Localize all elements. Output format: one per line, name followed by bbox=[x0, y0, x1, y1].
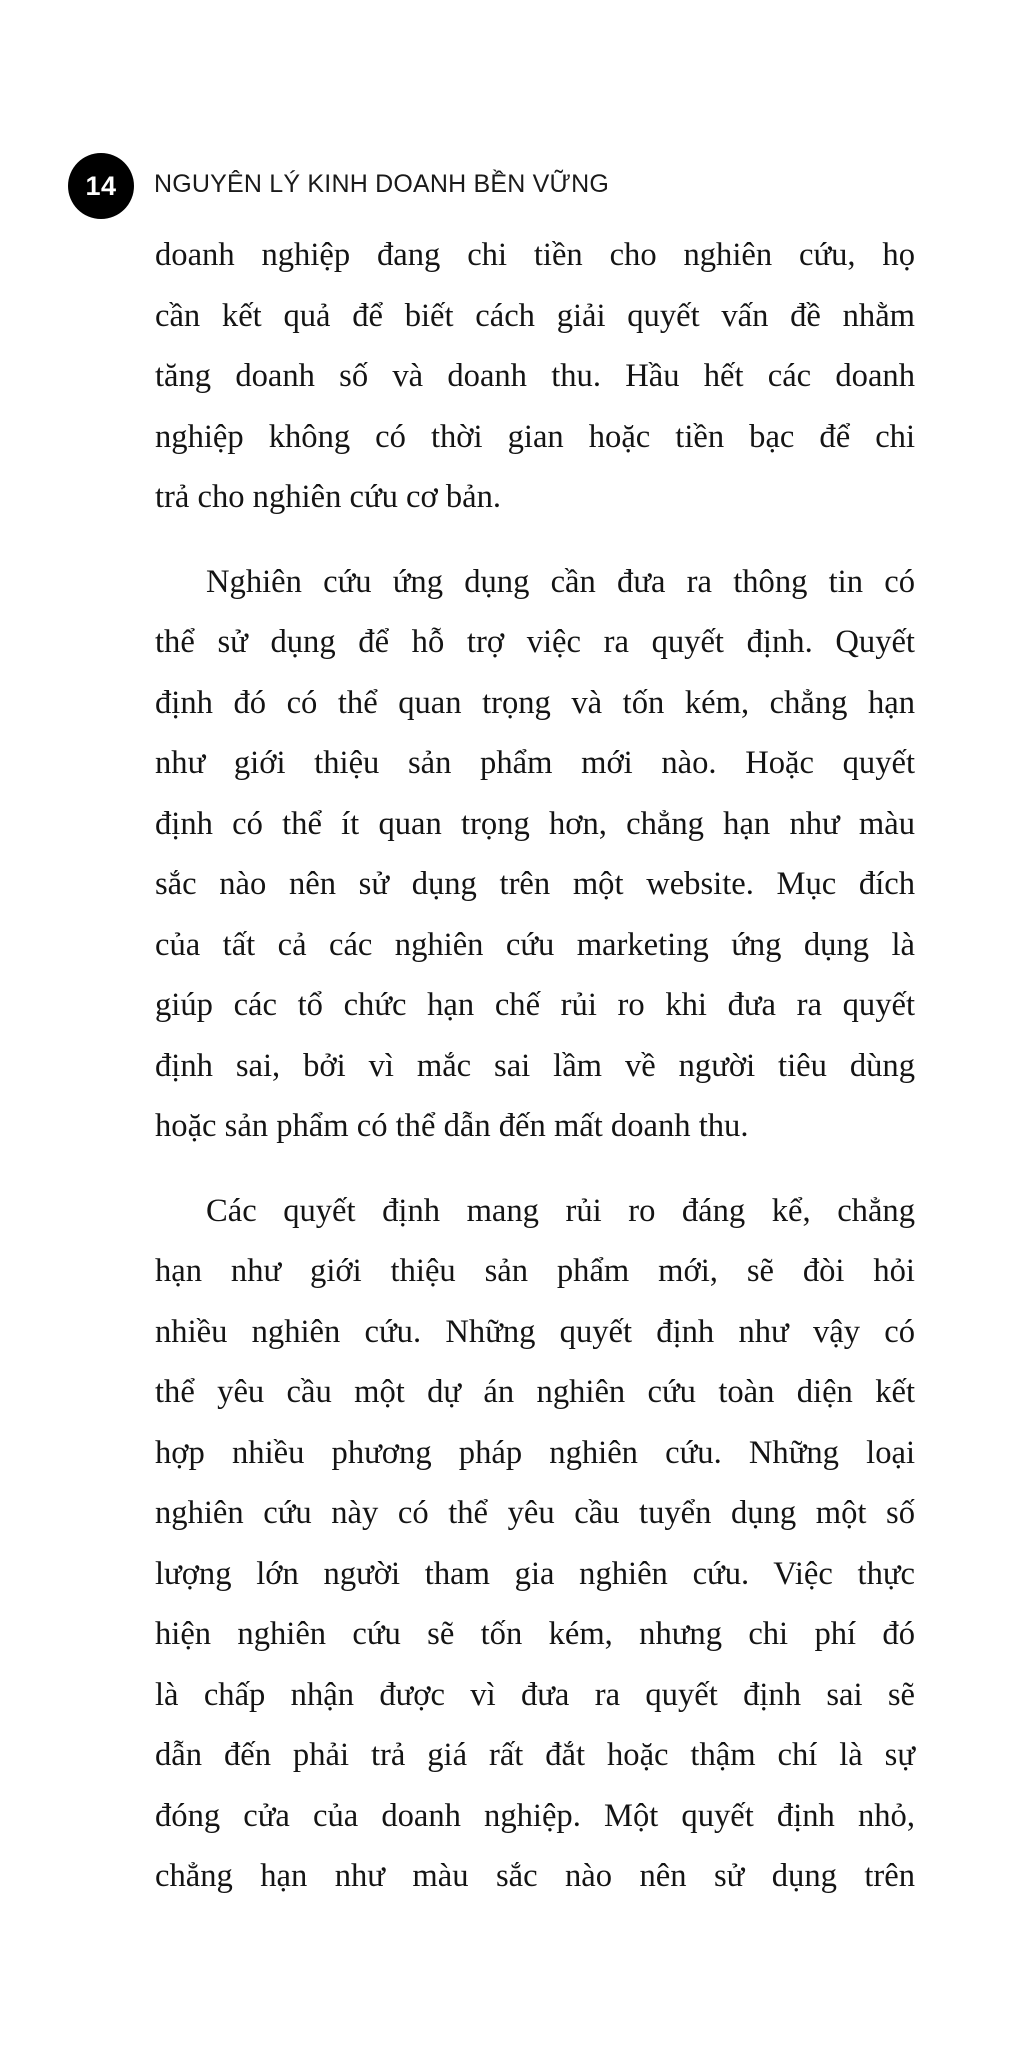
text-line: nhiều nghiên cứu. Những quyết định như vậy có bbox=[155, 1313, 915, 1350]
text-line: thể sử dụng để hỗ trợ việc ra quyết định. Quyết bbox=[155, 624, 915, 660]
text-line: chẳng hạn như màu sắc nào nên sử dụng trên bbox=[155, 1858, 915, 1894]
paragraph-gap bbox=[155, 1157, 915, 1181]
paragraph-gap bbox=[155, 528, 915, 552]
body-text bbox=[155, 225, 915, 1907]
text-line: hợp nhiều phương pháp nghiên cứu. Những loại bbox=[155, 1434, 915, 1471]
text-line: trả cho nghiên cứu cơ bản. bbox=[155, 479, 502, 515]
text-line: Các quyết định mang rủi ro đáng kể, chẳng bbox=[206, 1192, 915, 1229]
text-line: hiện nghiên cứu sẽ tốn kém, nhưng chi phí đó bbox=[155, 1616, 915, 1652]
text-line: là chấp nhận được vì đưa ra quyết định sai sẽ bbox=[155, 1676, 915, 1713]
text-line: định có thể ít quan trọng hơn, chẳng hạn như màu bbox=[155, 805, 915, 842]
text-line: nghiên cứu này có thể yêu cầu tuyển dụng một số bbox=[155, 1495, 915, 1531]
text-line: sắc nào nên sử dụng trên một website. Mục đích bbox=[155, 866, 915, 902]
running-header-title: NGUYÊN LÝ KINH DOANH BỀN VỮNG bbox=[154, 170, 610, 198]
text-line: cần kết quả để biết cách giải quyết vấn đề nhằm bbox=[155, 297, 915, 334]
paragraph-2 bbox=[155, 552, 915, 1157]
paragraph-1 bbox=[155, 225, 915, 528]
text-line: đóng cửa của doanh nghiệp. Một quyết định nhỏ, bbox=[155, 1797, 915, 1834]
text-line: định sai, bởi vì mắc sai lầm về người tiêu dùng bbox=[155, 1047, 915, 1084]
text-line: thể yêu cầu một dự án nghiên cứu toàn diện kết bbox=[155, 1374, 915, 1410]
text-line: định đó có thể quan trọng và tốn kém, chẳng hạn bbox=[155, 684, 915, 721]
paragraph-3 bbox=[155, 1181, 915, 1907]
text-line: dẫn đến phải trả giá rất đắt hoặc thậm chí là sự bbox=[155, 1737, 915, 1773]
text-line: tăng doanh số và doanh thu. Hầu hết các doanh bbox=[155, 358, 915, 394]
text-line: nghiệp không có thời gian hoặc tiền bạc để chi bbox=[155, 418, 915, 455]
text-line: Nghiên cứu ứng dụng cần đưa ra thông tin có bbox=[206, 563, 915, 600]
text-line: giúp các tổ chức hạn chế rủi ro khi đưa ra quyết bbox=[155, 987, 915, 1023]
page-number: 14 bbox=[85, 170, 117, 201]
text-line: hạn như giới thiệu sản phẩm mới, sẽ đòi hỏi bbox=[155, 1253, 915, 1289]
text-line: lượng lớn người tham gia nghiên cứu. Việc thực bbox=[155, 1555, 915, 1592]
text-line: như giới thiệu sản phẩm mới nào. Hoặc quyết bbox=[155, 745, 915, 781]
text-line: của tất cả các nghiên cứu marketing ứng dụng là bbox=[155, 926, 915, 963]
text-line: hoặc sản phẩm có thể dẫn đến mất doanh thu. bbox=[155, 1108, 749, 1144]
text-line: doanh nghiệp đang chi tiền cho nghiên cứu, họ bbox=[155, 237, 915, 273]
page-number-badge bbox=[68, 153, 134, 219]
